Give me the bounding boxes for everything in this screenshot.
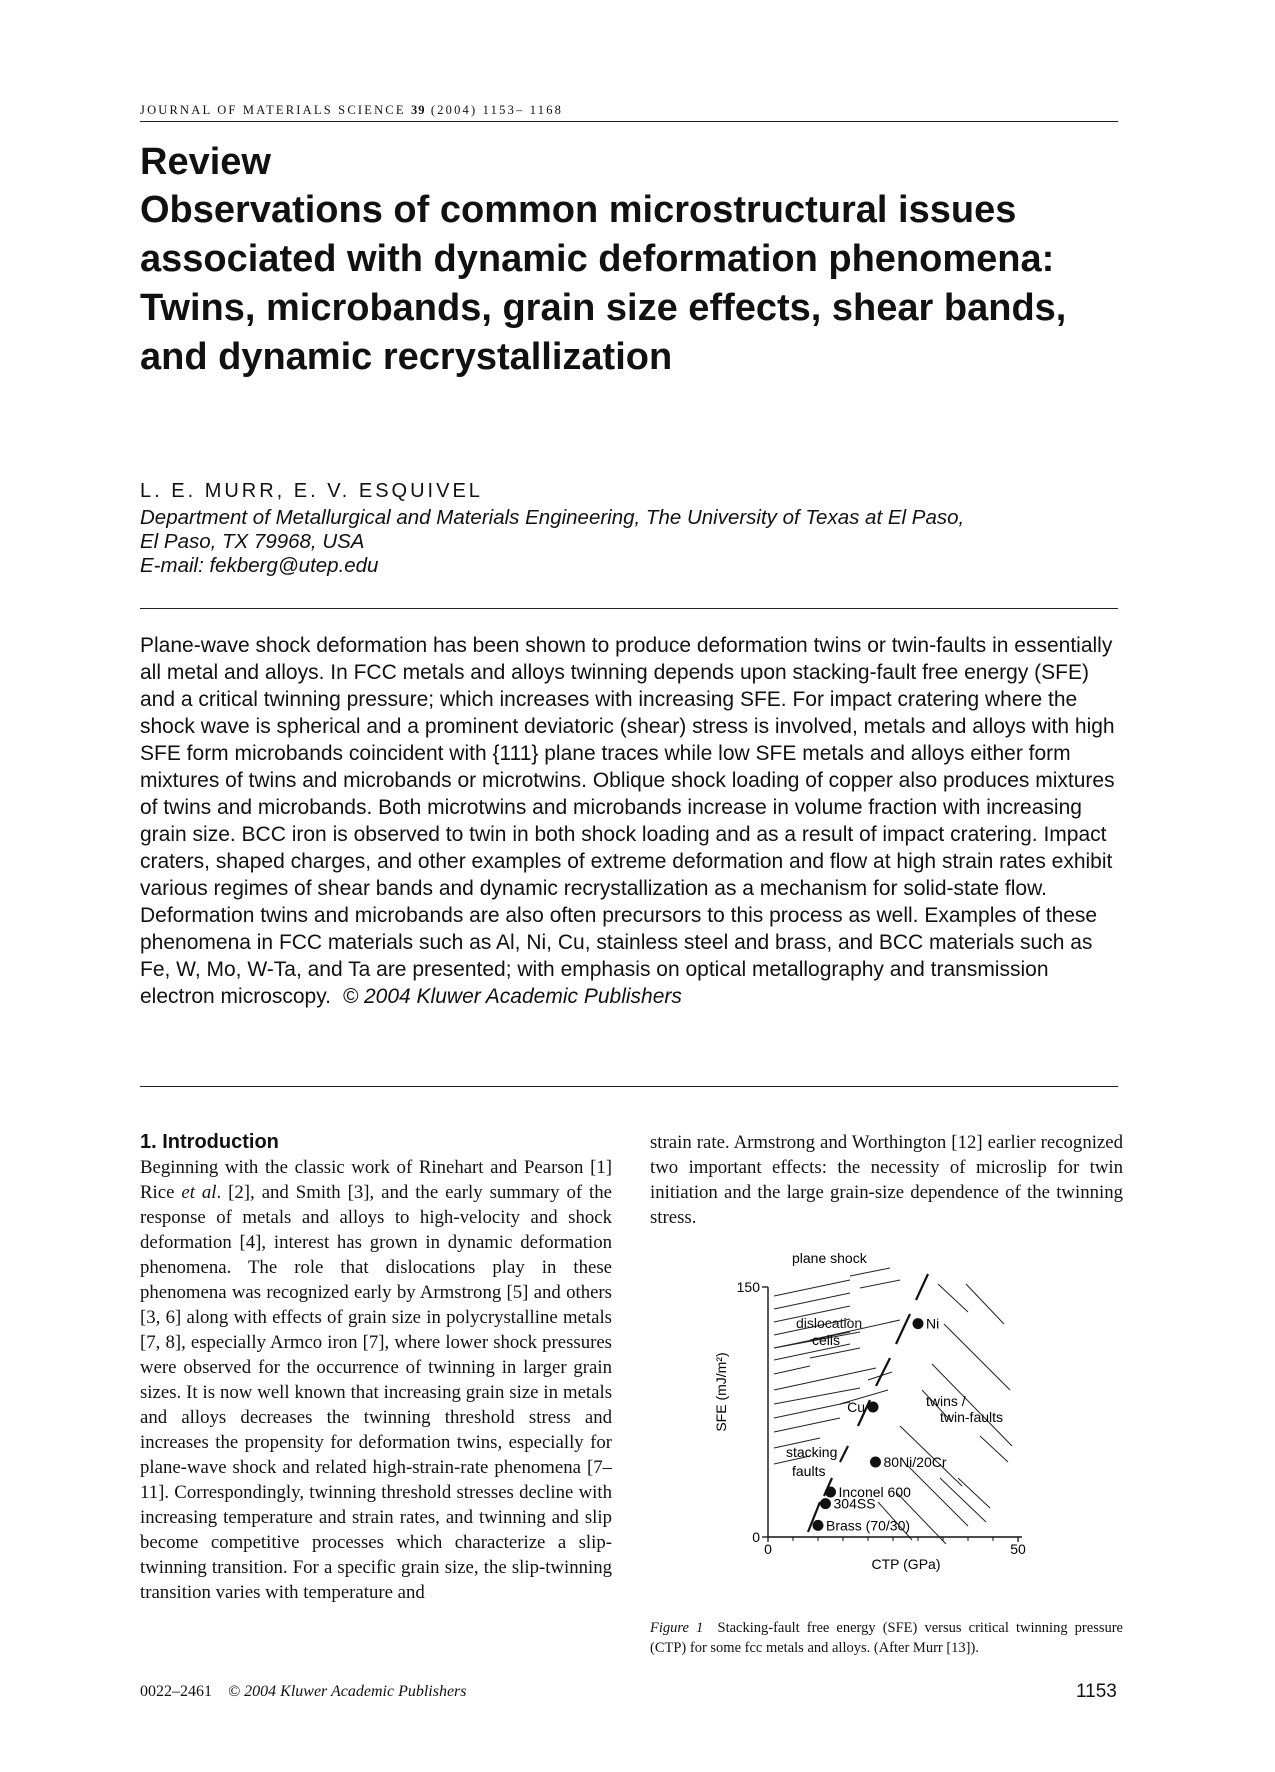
sfe-ctp-chart bbox=[700, 1240, 1080, 1600]
footer-left bbox=[140, 1683, 467, 1701]
author-email[interactable]: E-mail: fekberg@utep.edu bbox=[140, 554, 379, 577]
hatch-line bbox=[980, 1436, 1008, 1462]
journal-name: JOURNAL OF MATERIALS SCIENCE bbox=[140, 103, 406, 117]
hatch-line bbox=[774, 1366, 810, 1374]
dislocation-hatching bbox=[774, 1268, 900, 1464]
region-cells: cells bbox=[812, 1332, 841, 1348]
column-left bbox=[140, 1130, 612, 1605]
column-right bbox=[650, 1130, 1123, 1230]
boundary-segment bbox=[916, 1274, 928, 1300]
y-axis-label: SFE (mJ/m²) bbox=[713, 1352, 729, 1432]
journal-year-pages: (2004) 1153– 1168 bbox=[430, 103, 564, 117]
region-stacking: stacking bbox=[786, 1444, 838, 1460]
intro-text-b: . [2], and Smith [3], and the early summary of the response of metals and alloys to high-velocity and shock deformation [4], interest has grown in dynamic deformation phenomena. The role that dislocations play in these phenomena was recognized early by Armstrong [5] and others [3, 6] along with effects of grain size in polycrystalline metals [7, 8], especially Armco iron [7], where lower shock pressures were observed for the occurrence of twinning in larger grain sizes. It is now well known that increasing grain size in metals and alloys decreases the twinning threshold stress and increases the propensity for deformation twins, especially for plane-wave shock and related high-strain-rate phenomena [7–11]. Correspondingly, twinning threshold stresses decline with increasing temperature and strain rates, and twinning and slip become competitive processes which characterize a slip-twinning transition. For a specific grain size, the slip-twinning transition varies with temperature and bbox=[140, 1182, 612, 1603]
hatch-line bbox=[938, 1284, 968, 1312]
x-axis-label: CTP (GPa) bbox=[871, 1556, 941, 1572]
hatch-line bbox=[774, 1418, 840, 1432]
hatch-line bbox=[850, 1268, 890, 1276]
figure-caption-text: Stacking-fault free energy (SFE) versus critical twinning pressure (CTP) for some fcc metals and alloys. (After Murr [13]). bbox=[650, 1620, 1123, 1656]
figure-1 bbox=[700, 1240, 1080, 1600]
data-label-inconel-600: Inconel 600 bbox=[838, 1484, 911, 1500]
footer-copyright: © 2004 Kluwer Academic Publishers bbox=[228, 1683, 467, 1700]
hatch-line bbox=[774, 1368, 876, 1390]
boundary-segment bbox=[876, 1358, 890, 1386]
boundary-segment bbox=[896, 1314, 910, 1344]
data-point-304ss bbox=[820, 1498, 831, 1509]
affiliation-line-2: El Paso, TX 79968, USA bbox=[140, 530, 365, 553]
running-head bbox=[140, 103, 1118, 122]
article-title: Observations of common microstructural issues associated with dynamic deformation phenomena: Twins, microbands, grain size effects, shear bands, and dynamic recrystallization bbox=[140, 189, 1067, 378]
page-number: 1153 bbox=[1076, 1681, 1117, 1702]
region-dislocation: dislocation bbox=[796, 1315, 863, 1331]
intro-text-a: Beginning with the classic work of Rinehart and Pearson [1] Rice bbox=[140, 1157, 612, 1203]
hatch-line bbox=[966, 1284, 1004, 1324]
hatch-line bbox=[958, 1478, 990, 1508]
article-type: Review bbox=[140, 141, 271, 183]
data-point-80ni-20cr bbox=[870, 1457, 881, 1468]
abstract bbox=[140, 632, 1125, 1010]
divider-top bbox=[140, 608, 1118, 609]
data-label-cu: Cu bbox=[847, 1399, 865, 1415]
hatch-line bbox=[810, 1348, 860, 1358]
figure-caption bbox=[650, 1618, 1123, 1658]
authors: L. E. MURR, E. V. ESQUIVEL bbox=[140, 480, 483, 502]
figure-caption-label: Figure 1 bbox=[650, 1620, 704, 1636]
region-faults: faults bbox=[792, 1463, 826, 1479]
y-tick-label: 0 bbox=[752, 1529, 760, 1545]
section-heading-introduction: 1. Introduction bbox=[140, 1131, 279, 1153]
divider-bottom bbox=[140, 1086, 1118, 1087]
intro-paragraph-2: strain rate. Armstrong and Worthington [12] earlier recognized two important effects: the necessity of microslip for twin initiation and the large grain-size dependence of the twinning stress. bbox=[650, 1132, 1123, 1228]
data-point-brass-70-30- bbox=[813, 1520, 824, 1531]
affiliation-line-1: Department of Metallurgical and Materials Engineering, The University of Texas at El Paso, bbox=[140, 506, 965, 529]
hatch-line bbox=[774, 1293, 850, 1309]
hatch-line bbox=[940, 1478, 986, 1522]
data-label-304ss: 304SS bbox=[833, 1495, 876, 1512]
data-label-brass-70-30-: Brass (70/30) bbox=[826, 1517, 911, 1534]
region-plane-shock: plane shock bbox=[792, 1250, 867, 1266]
intro-etal: et al bbox=[181, 1182, 217, 1203]
data-label-80ni-20cr: 80Ni/20Cr bbox=[883, 1454, 947, 1470]
footer-issn: 0022–2461 bbox=[140, 1683, 212, 1700]
affiliation bbox=[140, 506, 1140, 578]
boundary-segment bbox=[840, 1446, 848, 1462]
x-tick-label: 50 bbox=[1010, 1541, 1026, 1557]
intro-paragraph-1 bbox=[140, 1155, 612, 1605]
data-point-cu bbox=[868, 1402, 879, 1413]
hatch-line bbox=[774, 1402, 850, 1418]
y-tick-label: 150 bbox=[736, 1279, 760, 1295]
hatch-line bbox=[944, 1324, 1010, 1390]
x-tick-label: 0 bbox=[764, 1541, 772, 1557]
region-twin-faults: twin-faults bbox=[940, 1409, 1004, 1425]
region-twins: twins / bbox=[926, 1393, 966, 1409]
data-point-ni bbox=[913, 1318, 924, 1329]
data-label-ni: Ni bbox=[926, 1315, 940, 1332]
abstract-text: Plane-wave shock deformation has been shown to produce deformation twins or twin-faults in essentially all metal and alloys. In FCC metals and alloys twinning depends upon stacking-fault free energy (SFE) and a critical twinning pressure; which increases with increasing SFE. For impact cratering where the shock wave is spherical and a prominent deviatoric (shear) stress is involved, metals and alloys with high SFE form microbands coincident with {111} plane traces while low SFE metals and alloys either form mixtures of twins and microbands or microtwins. Oblique shock loading of copper also produces mixtures of twins and microbands. Both microtwins and microbands increase in volume fraction with increasing grain size. BCC iron is observed to twin in both shock loading and as a result of impact cratering. Impact craters, shaped charges, and other examples of extreme deformation and flow at high strain rates exhibit various regimes of shear bands and dynamic recrystallization as a mechanism for solid-state flow. Deformation twins and microbands are also often precursors to this process as well. Examples of these phenomena in FCC materials such as Al, Ni, Cu, stainless steel and brass, and BCC materials such as Fe, W, Mo, W-Ta, and Ta are presented; with emphasis on optical metallography and transmission electron microscopy. bbox=[140, 634, 1115, 1008]
hatch-line bbox=[774, 1280, 850, 1296]
abstract-copyright: © 2004 Kluwer Academic Publishers bbox=[342, 985, 682, 1008]
chart-points bbox=[813, 1316, 947, 1534]
hatch-line bbox=[860, 1280, 900, 1288]
journal-volume: 39 bbox=[411, 103, 426, 117]
